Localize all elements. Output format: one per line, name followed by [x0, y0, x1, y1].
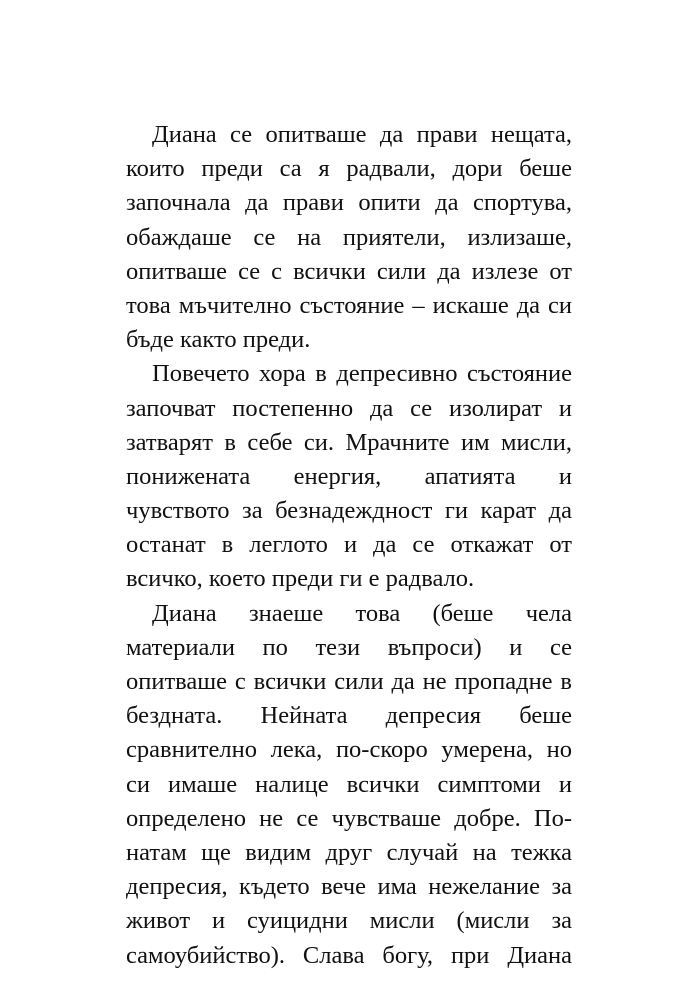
text-line: започнала да прави опити да спортува,: [126, 189, 572, 217]
text-line: всичко, което преди ги е радвало.: [126, 565, 475, 593]
text-line: сравнително лека, по-скоро умерена, но: [126, 736, 572, 764]
text-line: останат в леглото и да се откажат от: [126, 531, 572, 559]
text-line: бездната. Нейната депресия беше: [126, 702, 572, 730]
body-text: [126, 118, 572, 973]
text-line: живот и суицидни мисли (мисли за: [126, 907, 572, 935]
text-line: самоубийство). Слава богу, при Диана: [126, 941, 572, 969]
text-line: понижената енергия, апатията и: [126, 462, 572, 490]
text-line: натам ще видим друг случай на тежка: [126, 838, 572, 866]
paragraph-3: [126, 597, 572, 973]
text-line: обаждаше се на приятели, излизаше,: [126, 223, 572, 251]
text-line: Диана знаеше това (беше чела: [152, 599, 572, 627]
text-line: Диана се опитваше да прави нещата,: [152, 121, 572, 148]
text-line: депресия, където вече има нежелание за: [126, 873, 572, 901]
text-line: Повечето хора в депресивно състояние: [152, 360, 572, 388]
text-line: материали по тези въпроси) и се: [126, 633, 572, 661]
text-line: опитваше се с всички сили да излезе от: [126, 257, 572, 285]
paragraph-2: [126, 357, 572, 596]
text-line: затварят в себе си. Мрачните им мисли,: [126, 428, 572, 456]
text-line: започват постепенно да се изолират и: [126, 394, 572, 422]
text-line: опитваше с всички сили да не пропадне в: [126, 668, 572, 695]
text-line: които преди са я радвали, дори беше: [126, 155, 572, 183]
text-line: определено не се чувстваше добре. По-: [126, 804, 572, 832]
paragraph-1: [126, 118, 572, 357]
text-line: чувството за безнадеждност ги карат да: [126, 497, 572, 525]
text-line: бъде както преди.: [126, 326, 311, 354]
text-line: това мъчително състояние – искаше да си: [126, 291, 572, 319]
text-line: си имаше налице всички симптоми и: [126, 770, 572, 798]
